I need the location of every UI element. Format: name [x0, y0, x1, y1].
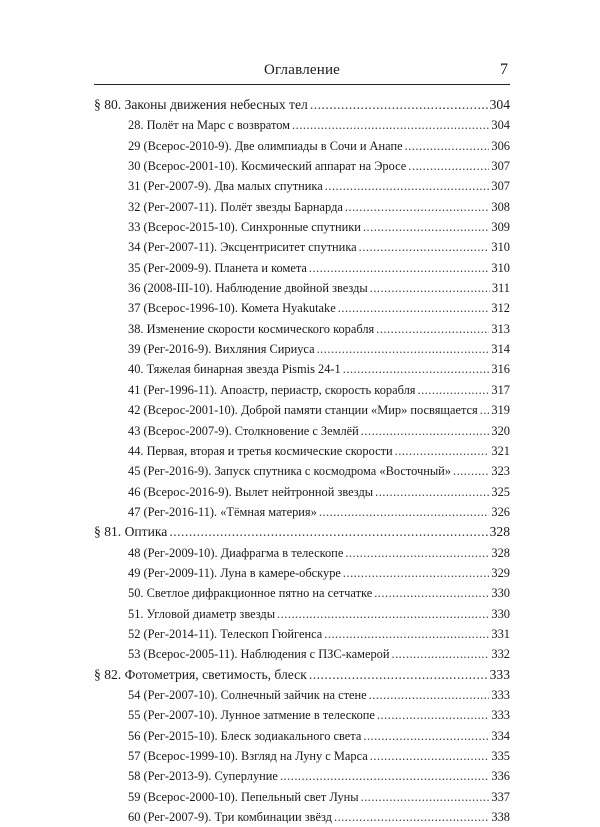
- toc-entry-title: 44. Первая, вторая и третья космические скорости: [128, 443, 393, 458]
- toc-entry-title: 54 (Рег-2007-10). Солнечный зайчик на стене: [128, 687, 367, 702]
- dot-leader: [363, 217, 489, 237]
- dot-leader: [277, 604, 489, 624]
- toc-entry-title: 30 (Всерос-2001-10). Космический аппарат на Эросе: [128, 159, 407, 174]
- toc-entry-title: 49 (Рег-2009-11). Луна в камере-обскуре: [128, 565, 341, 580]
- toc-entry-page: 328: [489, 524, 510, 540]
- dot-leader: [309, 258, 490, 278]
- toc-entry-page: 332: [491, 647, 510, 662]
- dot-leader: [345, 543, 489, 563]
- toc-entry-title: 37 (Всерос-1996-10). Комета Hyakutake: [128, 301, 336, 316]
- toc-entry-title: 33 (Всерос-2015-10). Синхронные спутники: [128, 220, 361, 235]
- toc-entry-page: 317: [491, 382, 510, 397]
- toc-entry-title: 55 (Рег-2007-10). Лунное затмение в телескопе: [128, 708, 375, 723]
- toc-entry-title: 43 (Всерос-2007-9). Столкновение с Землёй: [128, 423, 359, 438]
- dot-leader: [317, 339, 490, 359]
- dot-leader: [375, 482, 489, 502]
- toc-entry: [94, 726, 510, 746]
- toc-entry: [94, 298, 510, 318]
- toc-entry-page: 311: [491, 281, 510, 296]
- toc-entry-page: 319: [491, 403, 510, 418]
- toc-entry-title: 53 (Всерос-2005-11). Наблюдения с ПЗС-камерой: [128, 647, 390, 662]
- dot-leader: [359, 237, 490, 257]
- toc-entry-page: 328: [491, 545, 510, 560]
- dot-leader: [338, 298, 490, 318]
- toc-entry-title: 28. Полёт на Марс с возвратом: [128, 118, 291, 133]
- toc-entry-page: 337: [491, 789, 510, 804]
- dot-leader: [376, 319, 489, 339]
- toc-entry: [94, 441, 510, 461]
- toc-entry: [94, 197, 510, 217]
- toc-entry: [94, 359, 510, 379]
- toc-entry: [94, 176, 510, 196]
- toc-entry-title: 60 (Рег-2007-9). Три комбинации звёзд: [128, 810, 332, 825]
- page-number: 7: [500, 61, 508, 78]
- toc-entry-title: 31 (Рег-2007-9). Два малых спутника: [128, 179, 323, 194]
- toc-entry-title: 52 (Рег-2014-11). Телескоп Гюйгенса: [128, 626, 323, 641]
- toc-entry: [94, 339, 510, 359]
- toc-entry-page: 307: [491, 159, 510, 174]
- toc-entry-title: 42 (Всерос-2001-10). Доброй памяти станции «Мир» посвящается: [128, 403, 478, 418]
- toc-entry-title: 39 (Рег-2016-9). Вихляния Сириуса: [128, 342, 315, 357]
- toc-entry-title: 40. Тяжелая бинарная звезда Pismis 24-1: [128, 362, 341, 377]
- toc-entry-title: 59 (Всерос-2000-10). Пепельный свет Луны: [128, 789, 359, 804]
- toc-entry-page: 314: [491, 342, 510, 357]
- toc-entry-title: 46 (Всерос-2016-9). Вылет нейтронной звезды: [128, 484, 374, 499]
- toc-entry-title: 57 (Всерос-1999-10). Взгляд на Луну с Марса: [128, 749, 368, 763]
- dot-leader: [324, 624, 489, 644]
- dot-leader: [309, 665, 488, 685]
- dot-leader: [343, 359, 490, 379]
- dot-leader: [405, 136, 490, 156]
- dot-leader: [374, 583, 489, 603]
- dot-leader: [280, 766, 489, 786]
- toc-entry-title: § 81. Оптика: [94, 524, 168, 540]
- toc-entry-page: 321: [491, 443, 510, 458]
- dot-leader: [363, 726, 489, 746]
- toc-section: [94, 95, 510, 115]
- dot-leader: [377, 705, 489, 725]
- dot-leader: [345, 197, 490, 217]
- toc-entry-page: 325: [491, 484, 510, 499]
- toc-entry-title: 38. Изменение скорости космического корабля: [128, 321, 375, 336]
- dot-leader: [369, 685, 490, 705]
- toc-entry-page: 333: [491, 708, 510, 723]
- toc-entry: [94, 217, 510, 237]
- toc-entry-title: 45 (Рег-2016-9). Запуск спутника с космодрома «Восточный»: [128, 464, 451, 479]
- dot-leader: [395, 441, 490, 461]
- toc-entry-page: 330: [491, 586, 510, 601]
- toc-entry-title: § 80. Законы движения небесных тел: [94, 97, 308, 112]
- dot-leader: [343, 563, 490, 583]
- toc-entry-page: 304: [491, 118, 510, 133]
- dot-leader: [310, 95, 488, 115]
- dot-leader: [325, 176, 490, 196]
- toc-entry: [94, 502, 510, 522]
- toc-entry-title: 56 (Рег-2015-10). Блеск зодиакального света: [128, 728, 362, 743]
- toc-entry: [94, 746, 510, 766]
- toc-entry-page: 330: [491, 606, 510, 621]
- toc-entry: [94, 787, 510, 807]
- toc-entry-title: 29 (Всерос-2010-9). Две олимпиады в Сочи и Анапе: [128, 138, 403, 153]
- toc-entry-title: 51. Угловой диаметр звезды: [128, 606, 276, 621]
- dot-leader: [370, 278, 490, 298]
- toc-entry-title: 50. Светлое дифракционное пятно на сетчатке: [128, 586, 373, 601]
- toc-entry-page: 304: [489, 97, 510, 112]
- toc-entry-title: 58 (Рег-2013-9). Суперлуние: [128, 769, 278, 784]
- toc-entry: [94, 278, 510, 298]
- toc-entry: [94, 543, 510, 563]
- toc-entry-title: 32 (Рег-2007-11). Полёт звезды Барнарда: [128, 199, 343, 214]
- toc-section: [94, 522, 510, 542]
- toc-entry-page: 309: [491, 220, 510, 235]
- toc-entry-page: 310: [491, 260, 510, 275]
- toc-entry-page: 320: [491, 423, 510, 438]
- dot-leader: [361, 421, 490, 441]
- dot-leader: [319, 502, 490, 522]
- toc-entry: [94, 421, 510, 441]
- toc-entry-page: 333: [491, 687, 510, 702]
- dot-leader: [334, 807, 489, 827]
- running-header: [94, 58, 510, 85]
- toc-entry: [94, 237, 510, 257]
- toc-entry-page: 316: [491, 362, 510, 377]
- toc-entry-title: 34 (Рег-2007-11). Эксцентриситет спутника: [128, 240, 357, 255]
- toc-entry-page: 313: [491, 321, 510, 336]
- toc-entry-title: 35 (Рег-2009-9). Планета и комета: [128, 260, 307, 275]
- toc-entry-title: 36 (2008-III-10). Наблюдение двойной звезды: [128, 281, 368, 296]
- toc-entry-title: 48 (Рег-2009-10). Диафрагма в телескопе: [128, 545, 344, 560]
- dot-leader: [292, 115, 489, 135]
- toc-entry: [94, 766, 510, 786]
- toc-entry: [94, 685, 510, 705]
- dot-leader: [417, 380, 489, 400]
- toc-entry-title: § 82. Фотометрия, светимость, блеск: [94, 666, 307, 682]
- toc-entry: [94, 156, 510, 176]
- dot-leader: [361, 787, 490, 807]
- toc-entry: [94, 482, 510, 502]
- dot-leader: [391, 644, 489, 664]
- toc-entry-page: 336: [491, 769, 510, 784]
- toc-entry: [94, 258, 510, 278]
- toc-entry: [94, 115, 510, 135]
- toc-entry: [94, 705, 510, 725]
- toc-entry-page: 326: [491, 504, 510, 519]
- dot-leader: [169, 522, 487, 542]
- toc-entry-page: 329: [491, 565, 510, 580]
- header-title: Оглавление: [263, 62, 341, 78]
- toc-entry-page: 323: [491, 464, 510, 479]
- toc-entry: [94, 624, 510, 644]
- toc-entry-page: 312: [491, 301, 510, 316]
- toc-entry-page: 333: [489, 666, 510, 682]
- dot-leader: [453, 461, 489, 481]
- toc-entry: [94, 583, 510, 603]
- dot-leader: [480, 400, 490, 420]
- toc-entry-page: 308: [491, 199, 510, 214]
- toc-entry-page: 310: [491, 240, 510, 255]
- toc-section: [94, 665, 510, 685]
- toc-entry: [94, 644, 510, 664]
- dot-leader: [408, 156, 489, 176]
- toc-entry: [94, 136, 510, 156]
- dot-leader: [370, 746, 490, 766]
- toc-entry-page: 307: [491, 179, 510, 194]
- table-of-contents: [94, 95, 510, 827]
- toc-entry: [94, 319, 510, 339]
- toc-entry-page: 335: [491, 749, 510, 763]
- toc-entry: [94, 563, 510, 583]
- toc-entry-page: 331: [491, 626, 510, 641]
- toc-entry-page: 306: [491, 138, 510, 153]
- toc-entry: [94, 400, 510, 420]
- toc-entry: [94, 807, 510, 827]
- toc-entry: [94, 604, 510, 624]
- toc-entry-title: 47 (Рег-2016-11). «Тёмная материя»: [128, 504, 317, 519]
- toc-entry: [94, 461, 510, 481]
- toc-entry-page: 338: [491, 810, 510, 825]
- toc-entry: [94, 380, 510, 400]
- toc-entry-title: 41 (Рег-1996-11). Апоастр, периастр, скорость корабля: [128, 382, 416, 397]
- toc-entry-page: 334: [491, 728, 510, 743]
